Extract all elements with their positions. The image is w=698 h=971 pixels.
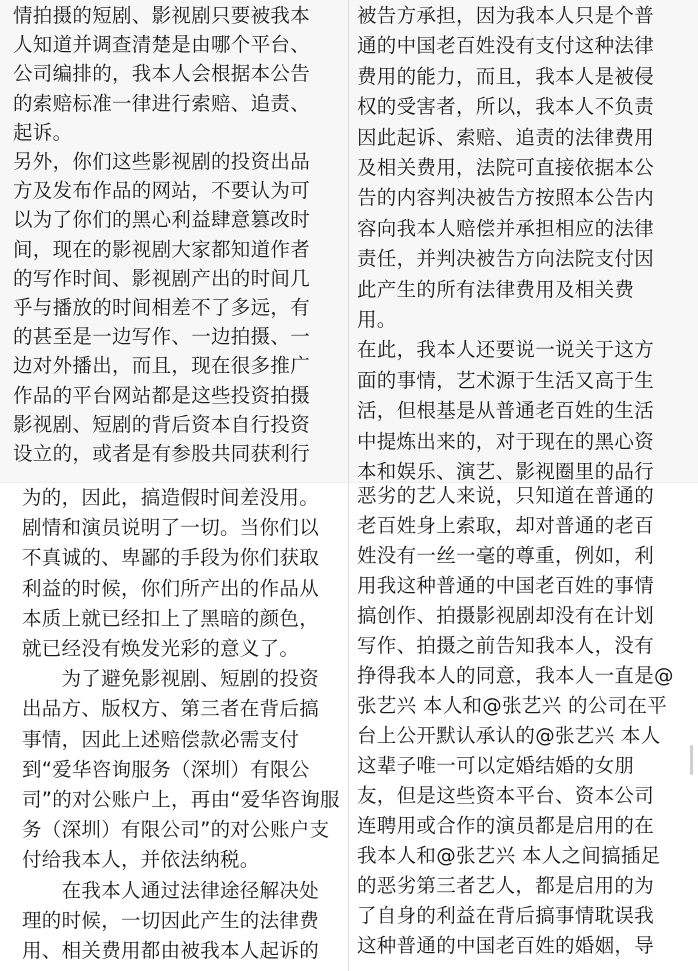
panel-bottom-left <box>0 482 349 971</box>
text-line: 事情，因此上述赔偿款必需支付 <box>22 727 300 751</box>
text-line: 本和娱乐、演艺、影视圈里的品行 <box>357 460 655 482</box>
text-line: 用、相关费用都由被我本人起诉的 <box>22 939 320 962</box>
text-line: 中提炼出来的，对于现在的黑心资 <box>357 429 655 453</box>
text-line: 剧情和演员说明了一切。当你们以 <box>22 516 320 540</box>
text-line: 不真诚的、卑鄙的手段为你们获取 <box>22 546 320 570</box>
text-line: 出品方、版权方、第三者在背后搞 <box>22 697 320 721</box>
text-line: 姓没有一丝一毫的尊重，例如，利 <box>357 544 655 567</box>
text-line: 通的中国老百姓没有支付这种法律 <box>357 34 655 58</box>
text-line: 张艺兴 本人和@张艺兴 的公司在平 <box>357 694 667 717</box>
text-line: 老百姓身上索取，却对普通的老百 <box>357 514 655 537</box>
text-line: 这辈子唯一可以定婚结婚的女朋 <box>357 754 635 777</box>
text-line: 友，但是这些资本平台、资本公司 <box>357 784 655 807</box>
text-line: 情拍摄的短剧、影视剧只要被我本 <box>13 4 311 27</box>
text-line: 付给我本人，并依法纳税。 <box>22 848 260 872</box>
text-line: 搞创作、拍摄影视剧却没有在计划 <box>357 604 655 627</box>
text-line: 用我这种普通的中国老百姓的事情 <box>357 574 655 597</box>
text-line: 面的事情，艺术源于生活又高于生 <box>357 368 655 392</box>
text-line: 此产生的所有法律费用及相关费 <box>357 277 635 301</box>
text-line: 在我本人通过法律途径解决处 <box>22 878 320 902</box>
horizontal-divider <box>0 482 698 483</box>
text-line: 方及发布作品的网站，不要认为可 <box>13 179 311 203</box>
text-line: 及相关费用，法院可直接依据本公 <box>357 156 655 179</box>
text-line: 到“爱华咨询服务（深圳）有限公 <box>22 757 310 781</box>
text-line: 我本人和@张艺兴 本人之间搞插足 <box>357 844 661 867</box>
text-line: 本质上就已经扣上了黑暗的颜色， <box>22 606 320 630</box>
text-line: 的写作时间、影视剧产出的时间几 <box>13 266 311 290</box>
text-line: 边对外播出，而且，现在很多推广 <box>13 354 311 378</box>
text-line: 恶劣的艺人来说，只知道在普通的 <box>357 484 655 507</box>
text-line: 了自身的利益在背后搞事情耽误我 <box>357 904 655 927</box>
text-line: 就已经没有焕发光彩的意义了。 <box>22 637 300 660</box>
text-line: 务（深圳）有限公司”的对公账户支 <box>22 818 330 842</box>
text-line: 台上公开默认承认的@张艺兴 本人 <box>357 724 661 747</box>
text-line: 为了避免影视剧、短剧的投资 <box>22 667 320 691</box>
text-line: 公司编排的，我本人会根据本公告 <box>13 62 311 86</box>
text-line: 用。 <box>357 308 397 331</box>
text-line: 费用的能力，而且，我本人是被侵 <box>357 64 655 88</box>
text-line: 影视剧、短剧的背后资本自行投资 <box>13 412 311 436</box>
text-line: 人知道并调查清楚是由哪个平台、 <box>13 33 311 57</box>
panel-top-right <box>349 0 698 482</box>
scrollbar-thumb[interactable] <box>690 745 693 775</box>
text-line: 作品的平台网站都是这些投资拍摄 <box>13 383 311 407</box>
text-line: 活，但根基是从普通老百姓的生活 <box>357 399 655 423</box>
panel-top-left <box>0 0 349 482</box>
text-line: 在此，我本人还要说一说关于这方 <box>357 338 655 362</box>
text-line: 的甚至是一边写作、一边拍摄、一 <box>13 325 311 349</box>
text-line: 连聘用或合作的演员都是启用的在 <box>357 814 655 837</box>
text-line: 挣得我本人的同意，我本人一直是@ <box>357 664 674 687</box>
text-line: 写作、拍摄之前告知我本人，没有 <box>357 634 655 657</box>
text-line: 理的时候，一切因此产生的法律费 <box>22 908 320 932</box>
text-line: 容向我本人赔偿并承担相应的法律 <box>357 216 655 240</box>
text-line: 间，现在的影视剧大家都知道作者 <box>13 237 311 261</box>
text-line: 告的内容判决被告方按照本公告内 <box>357 186 655 210</box>
panel-bottom-right <box>349 482 698 971</box>
text-line: 因此起诉、索赔、追责的法律费用 <box>357 125 655 149</box>
text-line: 权的受害者，所以，我本人不负责 <box>357 95 655 119</box>
text-line: 被告方承担，因为我本人只是个普 <box>357 4 655 27</box>
text-line: 乎与播放的时间相差不了多远，有 <box>13 296 311 319</box>
text-line: 设立的，或者是有参股共同获利行 <box>13 442 311 465</box>
text-line: 的恶劣第三者艺人，都是启用的为 <box>357 874 655 897</box>
text-line: 起诉。 <box>13 120 73 144</box>
text-line: 司”的对公账户上，再由“爱华咨询服 <box>22 788 340 811</box>
text-line: 责任，并判决被告方向法院支付因 <box>357 247 655 271</box>
text-line: 为的，因此，搞造假时间差没用。 <box>22 486 320 509</box>
text-line: 以为了你们的黑心利益肆意篡改时 <box>13 208 311 232</box>
vertical-divider <box>348 0 349 971</box>
text-line: 这种普通的中国老百姓的婚姻，导 <box>357 934 655 957</box>
text-line: 利益的时候，你们所产出的作品从 <box>22 576 320 600</box>
text-line: 的索赔标准一律进行索赔、追责、 <box>13 91 311 115</box>
text-line: 另外，你们这些影视剧的投资出品 <box>13 150 311 173</box>
